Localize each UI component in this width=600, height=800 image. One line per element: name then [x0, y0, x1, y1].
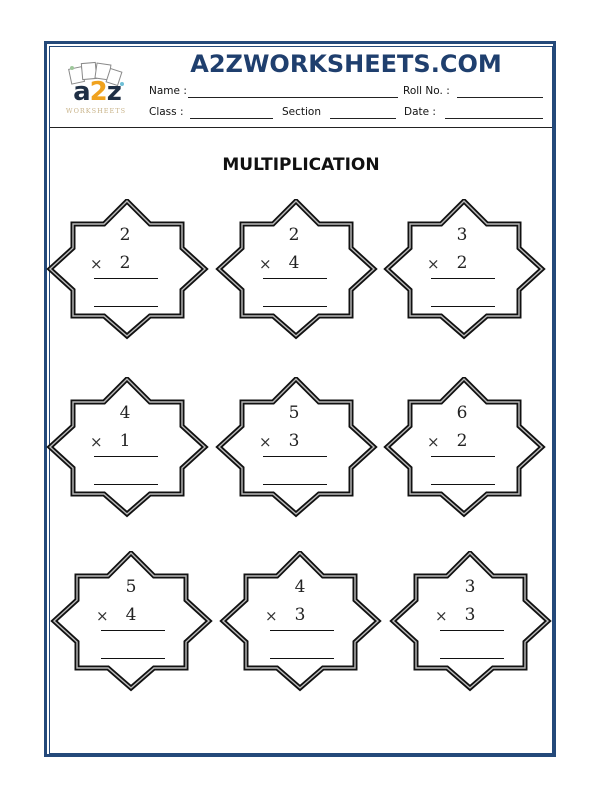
date-field[interactable] [445, 118, 543, 119]
answer-field[interactable] [94, 484, 158, 485]
multiplicand: 4 [294, 577, 306, 597]
logo-letter-2: 2 [89, 77, 107, 107]
problem-card [42, 377, 212, 527]
problem-card [211, 199, 381, 349]
answer-field[interactable] [263, 306, 327, 307]
name-label: Name : [149, 85, 187, 97]
logo-letter-z: z [106, 77, 121, 107]
problem-card [379, 377, 549, 527]
star-frame-icon [379, 199, 549, 349]
multiplicand: 4 [119, 403, 131, 423]
header-divider [50, 127, 552, 128]
product-line [431, 456, 495, 457]
multiplier: 2 [456, 253, 468, 273]
multiplicand: 3 [464, 577, 476, 597]
star-frame-icon [46, 551, 216, 701]
product-line [101, 630, 165, 631]
product-line [263, 278, 327, 279]
roll-no-label: Roll No. : [403, 85, 450, 97]
multiplicand: 3 [456, 225, 468, 245]
multiply-sign: × [259, 433, 272, 451]
product-line [431, 278, 495, 279]
multiplier: 4 [125, 605, 137, 625]
class-label: Class : [149, 106, 184, 118]
multiply-sign: × [90, 255, 103, 273]
multiplier: 3 [294, 605, 306, 625]
class-field[interactable] [190, 118, 273, 119]
answer-field[interactable] [101, 658, 165, 659]
multiplier: 2 [456, 431, 468, 451]
problem-card [42, 199, 212, 349]
multiplicand: 5 [288, 403, 300, 423]
answer-field[interactable] [431, 306, 495, 307]
product-line [263, 456, 327, 457]
multiply-sign: × [427, 433, 440, 451]
multiply-sign: × [90, 433, 103, 451]
multiply-sign: × [259, 255, 272, 273]
logo-tagline: WORKSHEETS [65, 107, 127, 115]
multiplier: 1 [119, 431, 131, 451]
product-line [94, 278, 158, 279]
problem-card [385, 551, 555, 701]
multiplier: 4 [288, 253, 300, 273]
a2z-logo [56, 60, 136, 120]
star-frame-icon [385, 551, 555, 701]
star-frame-icon [211, 199, 381, 349]
multiplier: 2 [119, 253, 131, 273]
multiply-sign: × [96, 607, 109, 625]
multiply-sign: × [427, 255, 440, 273]
problem-card [215, 551, 385, 701]
multiplicand: 2 [288, 225, 300, 245]
problem-card [211, 377, 381, 527]
roll-no-field[interactable] [457, 97, 543, 98]
product-line [270, 630, 334, 631]
section-field[interactable] [330, 118, 396, 119]
star-frame-icon [215, 551, 385, 701]
answer-field[interactable] [263, 484, 327, 485]
multiply-sign: × [435, 607, 448, 625]
multiply-sign: × [265, 607, 278, 625]
answer-field[interactable] [94, 306, 158, 307]
worksheet-title: MULTIPLICATION [222, 155, 380, 175]
multiplicand: 5 [125, 577, 137, 597]
star-frame-icon [42, 377, 212, 527]
answer-field[interactable] [440, 658, 504, 659]
star-frame-icon [211, 377, 381, 527]
product-line [440, 630, 504, 631]
multiplicand: 2 [119, 225, 131, 245]
multiplicand: 6 [456, 403, 468, 423]
star-frame-icon [42, 199, 212, 349]
site-brand-title: A2ZWORKSHEETS.COM [190, 50, 502, 78]
answer-field[interactable] [431, 484, 495, 485]
product-line [94, 456, 158, 457]
problem-card [379, 199, 549, 349]
date-label: Date : [404, 106, 436, 118]
star-frame-icon [379, 377, 549, 527]
problem-card [46, 551, 216, 701]
multiplier: 3 [464, 605, 476, 625]
answer-field[interactable] [270, 658, 334, 659]
multiplier: 3 [288, 431, 300, 451]
name-field[interactable] [188, 97, 398, 98]
section-label: Section [282, 106, 322, 118]
logo-letter-a: a [73, 77, 90, 107]
